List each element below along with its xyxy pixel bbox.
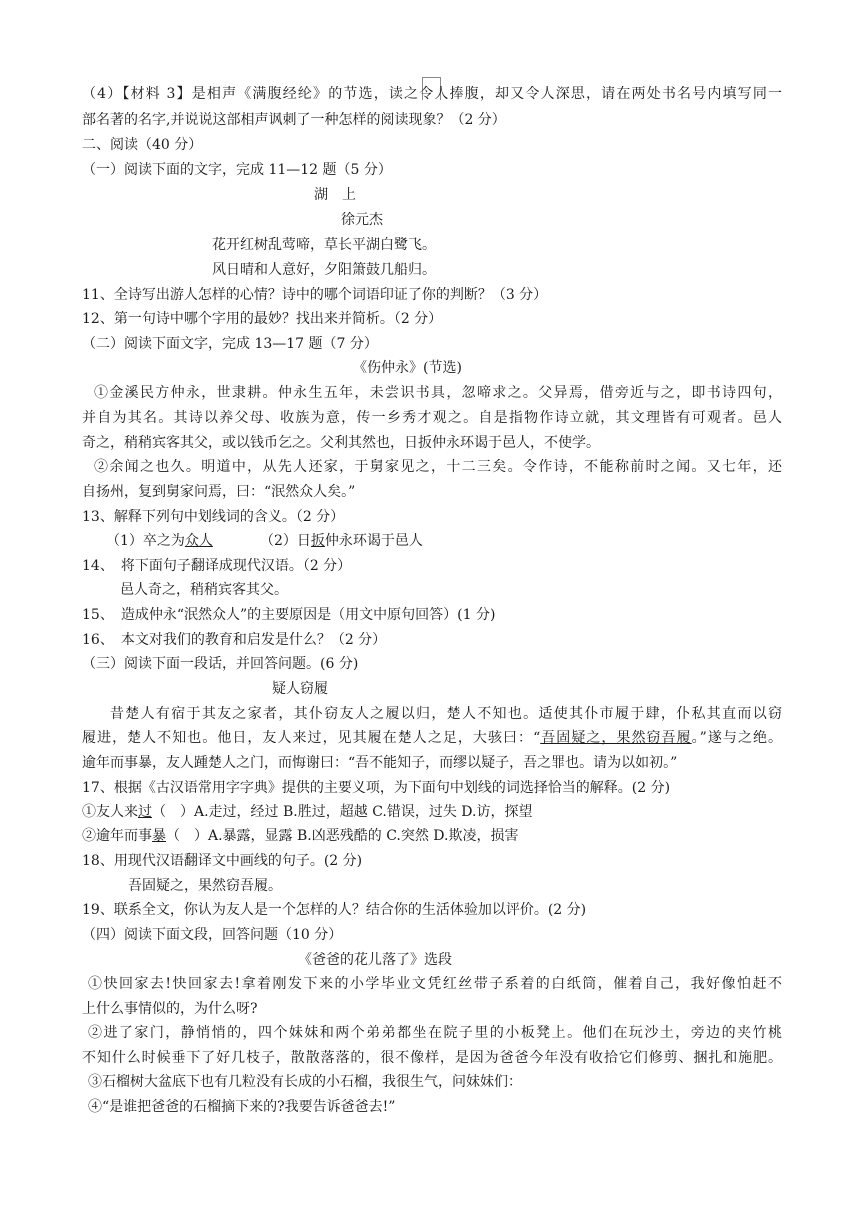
question-17: 17、根据《古汉语常用字字典》提供的主要义项，为下面句中划线的词选择恰当的解释。(2 分)	[82, 780, 671, 796]
question-14-sentence: 邑人奇之，稍稍宾客其父。	[120, 582, 288, 598]
underlined-word-ban: 扳	[310, 533, 325, 549]
passage-title-yirenqielv: 疑人窃履	[272, 681, 328, 697]
underlined-word-guo: 过	[138, 804, 152, 820]
part-1-intro: （一）阅读下面的文字，完成 11—12 题（5 分）	[82, 162, 392, 178]
underlined-word-bao: 暴	[152, 828, 166, 844]
question-19: 19、联系全文，你认为友人是一个怎样的人？结合你的生活体验加以评价。(2 分)	[82, 902, 587, 918]
underlined-word-zhongren: 众人	[184, 533, 213, 549]
question-17-item-1-options: （ ）A.走过，经过 B.胜过，超越 C.错误，过失 D.访，探望	[152, 804, 533, 820]
question-4-line-2: 部名著的名字,并说说这部相声讽刺了一种怎样的阅读现象？（2 分）	[82, 112, 506, 128]
question-16: 16、 本文对我们的教育和启发是什么？（2 分）	[82, 632, 387, 648]
question-13: 13、解释下列句中划线词的含义。（2 分）	[82, 509, 345, 525]
baba-para-4: ④“是谁把爸爸的石榴摘下来的?我要告诉爸爸去!”	[88, 1099, 396, 1115]
baba-para-1-line-1: ①快回家去!快回家去!拿着刚发下来的小学毕业文凭红丝带子系着的白纸筒，催着自己，我好像怕赶不	[88, 976, 782, 992]
yirenqielv-line-1: 昔楚人有宿于其友之家者，其仆窃友人之履以归，楚人不知也。适使其仆市履于肆，仆私其直而以窃	[110, 706, 782, 722]
poem-title: 湖 上	[314, 187, 356, 203]
passage-para-2-line-2: 自扬州，复到舅家问焉，曰：“泯然众人矣。”	[82, 484, 356, 500]
question-13-item-2-suffix: 仲永环谒于邑人	[324, 533, 423, 549]
question-17-item-2	[82, 826, 519, 846]
question-12: 12、第一句诗中哪个字用的最妙？找出来并简析。（2 分）	[82, 311, 443, 327]
passage-title-shangzhongyong: 《伤仲永》(节选)	[353, 360, 462, 376]
yirenqielv-line-2	[82, 728, 782, 748]
baba-para-2-line-1: ②进了家门，静悄悄的，四个妹妹和两个弟弟都坐在院子里的小板凳上。他们在玩沙土，旁边的夹竹桃	[88, 1025, 782, 1041]
question-17-item-1	[82, 802, 533, 822]
question-17-item-2-prefix: ②逾年而事	[82, 828, 152, 844]
yirenqielv-line-2-prefix: 履进，楚人不知也。他日，友人来过，见其履在楚人之足，大骇曰：“	[82, 730, 541, 746]
baba-para-2-line-2: 不知什么时候垂下了好几枝子，散散落落的，很不像样，是因为爸爸今年没有收拾它们修剪、捆扎和施肥。	[82, 1050, 782, 1066]
question-17-item-1-prefix: ①友人来	[82, 804, 138, 820]
question-18: 18、用现代汉语翻译文中画线的句子。(2 分)	[82, 853, 363, 869]
baba-para-1-line-2: 上什么事情似的，为什么呀?	[82, 1001, 258, 1017]
question-18-sentence: 吾固疑之，果然窃吾履。	[128, 878, 282, 894]
question-11: 11、全诗写出游人怎样的心情？诗中的哪个词语印证了你的判断？（3 分）	[82, 287, 548, 303]
section-2-heading: 二、阅读（40 分）	[82, 137, 203, 153]
question-13-item-2-prefix: （2）日	[260, 533, 311, 549]
question-14: 14、 将下面句子翻译成现代汉语。（2 分）	[82, 558, 352, 574]
question-13-item-1	[106, 531, 213, 551]
yirenqielv-line-3: 逾年而事暴，友人踵楚人之门，而悔谢曰：“吾不能知子，而缪以疑子，吾之罪也。请为以如初。”	[82, 755, 678, 771]
poem-author: 徐元杰	[341, 212, 383, 228]
question-17-item-2-options: （ ）A.暴露，显露 B.凶恶残酷的 C.突然 D.欺凌，损害	[166, 828, 519, 844]
poem-line-1: 花开红树乱莺啼，草长平湖白鹭飞。	[212, 237, 436, 253]
question-13-item-1-text: （1）卒之为	[106, 533, 185, 549]
question-4-line-1: （4）【材料 3】是相声《满腹经纶》的节选，读之令人捧腹，却又令人深思，请在两处书名号内填写同一	[82, 86, 782, 102]
yirenqielv-line-2-suffix: 。”遂与之绝。	[691, 730, 782, 746]
baba-para-3: ③石榴树大盆底下也有几粒没有长成的小石榴，我很生气，问妹妹们：	[88, 1074, 522, 1090]
passage-para-2-line-1: ②余闻之也久。明道中，从先人还家，于舅家见之，十二三矣。令作诗，不能称前时之闻。又七年，还	[94, 459, 782, 475]
passage-para-1-line-3: 奇之，稍稍宾客其父，或以钱币乞之。父利其然也，日扳仲永环谒于邑人，不使学。	[82, 435, 600, 451]
question-15: 15、 造成仲永“泯然众人”的主要原因是（用文中原句回答）(1 分)	[82, 607, 496, 623]
part-4-intro: （四）阅读下面文段，回答问题（10 分）	[82, 927, 343, 943]
poem-line-2: 风日晴和人意好，夕阳箫鼓几船归。	[212, 262, 436, 278]
passage-para-1-line-1: ①金溪民方仲永，世隶耕。仲永生五年，未尝识书具，忽啼求之。父异焉，借旁近与之，即书诗四句，	[94, 385, 782, 401]
passage-title-baba: 《爸爸的花儿落了》选段	[298, 952, 452, 968]
part-3-intro: （三）阅读下面一段话，并回答问题。(6 分)	[82, 656, 359, 672]
passage-para-1-line-2: 并自为其名。其诗以养父母、收族为意，传一乡秀才观之。自是指物作诗立就，其文理皆有可观者。邑人	[82, 410, 782, 426]
part-2-intro: （二）阅读下面文字，完成 13—17 题（7 分）	[82, 336, 378, 352]
underlined-sentence: 吾固疑之，果然窃吾履	[540, 730, 692, 746]
question-13-item-2	[260, 531, 423, 551]
